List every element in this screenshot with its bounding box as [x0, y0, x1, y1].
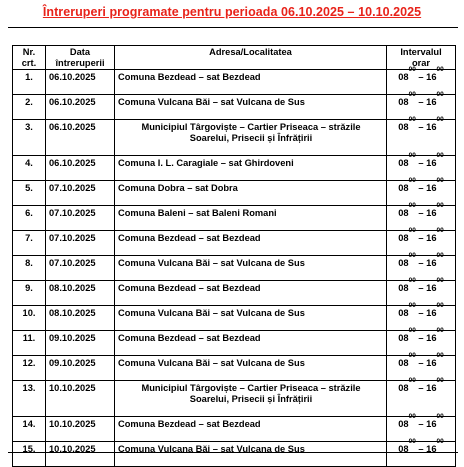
cell-interval	[387, 91, 456, 120]
cell-address	[115, 356, 387, 381]
interval-separator: –	[415, 444, 427, 454]
header-address: Adresa/Localitatea	[115, 46, 387, 70]
interval-end-hour: 16	[426, 283, 437, 293]
interval-start-minute: 00	[408, 116, 416, 123]
cell-address	[115, 331, 387, 356]
cell-address	[115, 70, 387, 95]
table-row	[13, 181, 456, 206]
interval-end-hour: 16	[426, 158, 437, 168]
header-nr	[13, 46, 46, 70]
interval-end-hour: 16	[426, 183, 437, 193]
cell-interval	[387, 227, 456, 256]
cell-date: 08.10.2025	[46, 281, 115, 306]
table-body	[13, 66, 456, 467]
address-line: Comuna Bezdead – sat Bezdead	[118, 333, 261, 343]
interval-end-minute: 00	[436, 413, 444, 420]
interval-start-hour: 08	[398, 419, 409, 429]
cell-date: 06.10.2025	[46, 156, 115, 181]
interval-end-hour: 16	[426, 233, 437, 243]
header-interval	[387, 46, 456, 70]
table-row	[13, 95, 456, 120]
interval-end-hour: 16	[426, 333, 437, 343]
table-row	[13, 381, 456, 417]
cell-nr: 12.	[13, 356, 46, 381]
cell-address	[115, 281, 387, 306]
cell-interval	[387, 202, 456, 231]
interval-start-minute: 00	[408, 152, 416, 159]
interval-end-hour: 16	[426, 419, 437, 429]
bottom-divider	[8, 452, 458, 453]
interval-start-hour: 08	[398, 308, 409, 318]
cell-date: 07.10.2025	[46, 206, 115, 231]
table-row	[13, 331, 456, 356]
interval-end-hour: 16	[426, 308, 437, 318]
cell-address	[115, 95, 387, 120]
interval-end-minute: 00	[436, 302, 444, 309]
interval-start-minute: 00	[408, 438, 416, 445]
table-row	[13, 306, 456, 331]
cell-date: 07.10.2025	[46, 256, 115, 281]
table-row	[13, 70, 456, 95]
cell-interval	[387, 352, 456, 381]
cell-interval	[387, 116, 456, 156]
interval-start-minute: 00	[408, 413, 416, 420]
cell-interval	[387, 66, 456, 95]
cell-address	[115, 442, 387, 467]
cell-interval	[387, 152, 456, 181]
cell-date: 10.10.2025	[46, 381, 115, 417]
cell-interval	[387, 438, 456, 467]
address-line: Comuna Vulcana Băi – sat Vulcana de Sus	[118, 308, 305, 318]
interval-separator: –	[415, 122, 427, 132]
address-line: Comuna Bezdead – sat Bezdead	[118, 72, 261, 82]
interval-start-hour: 08	[398, 122, 409, 132]
interruptions-table	[12, 45, 456, 467]
cell-address	[115, 156, 387, 181]
cell-nr: 15.	[13, 442, 46, 467]
interval-end-minute: 00	[436, 66, 444, 73]
address-line: Comuna Bezdead – sat Bezdead	[118, 419, 261, 429]
interval-separator: –	[415, 383, 427, 393]
address-line: Comuna Vulcana Băi – sat Vulcana de Sus	[118, 97, 305, 107]
cell-interval	[387, 177, 456, 206]
table-row	[13, 120, 456, 156]
cell-nr: 11.	[13, 331, 46, 356]
interval-start-hour: 08	[398, 72, 409, 82]
interval-end-hour: 16	[426, 383, 437, 393]
interval-start-hour: 08	[398, 208, 409, 218]
cell-nr: 4.	[13, 156, 46, 181]
interval-start-hour: 08	[398, 97, 409, 107]
address-line: Comuna Vulcana Băi – sat Vulcana de Sus	[118, 358, 305, 368]
interval-end-minute: 00	[436, 377, 444, 384]
address-line: Comuna Baleni – sat Baleni Romani	[118, 208, 277, 218]
cell-address	[115, 206, 387, 231]
interval-start-minute: 00	[408, 327, 416, 334]
interval-separator: –	[415, 419, 427, 429]
cell-nr: 6.	[13, 206, 46, 231]
cell-nr: 1.	[13, 70, 46, 95]
table-row	[13, 356, 456, 381]
cell-address	[115, 381, 387, 417]
interval-start-minute: 00	[408, 66, 416, 73]
interval-start-minute: 00	[408, 302, 416, 309]
interval-end-minute: 00	[436, 327, 444, 334]
header-nr-line1: Nr.	[22, 47, 36, 57]
cell-date: 10.10.2025	[46, 442, 115, 467]
interval-end-minute: 00	[436, 438, 444, 445]
interval-start-hour: 08	[398, 358, 409, 368]
address-line: Comuna Vulcana Băi – sat Vulcana de Sus	[118, 258, 305, 268]
interval-end-minute: 00	[436, 177, 444, 184]
interval-start-minute: 00	[408, 252, 416, 259]
page-title: Întreruperi programate pentru perioada 06.10.2025 – 10.10.2025	[42, 5, 422, 19]
header-nr-line2: crt.	[21, 58, 37, 68]
interval-end-minute: 00	[436, 252, 444, 259]
interval-end-minute: 00	[436, 277, 444, 284]
address-line: Comuna I. L. Caragiale – sat Ghirdoveni	[118, 158, 294, 168]
interval-start-hour: 08	[398, 183, 409, 193]
interval-start-minute: 00	[408, 377, 416, 384]
header-date-line1: Data	[69, 47, 91, 57]
interval-end-hour: 16	[426, 208, 437, 218]
table-row	[13, 256, 456, 281]
interval-end-hour: 16	[426, 358, 437, 368]
address-line: Comuna Bezdead – sat Bezdead	[118, 233, 261, 243]
interval-end-minute: 00	[436, 152, 444, 159]
interval-end-minute: 00	[436, 352, 444, 359]
header-interval-line1: Intervalul	[400, 47, 442, 57]
interval-start-minute: 00	[408, 202, 416, 209]
cell-date: 06.10.2025	[46, 95, 115, 120]
interval-end-hour: 16	[426, 258, 437, 268]
interval-separator: –	[415, 97, 427, 107]
interval-separator: –	[415, 233, 427, 243]
interval-separator: –	[415, 72, 427, 82]
header-date-line2: întreruperii	[55, 58, 105, 68]
interval-separator: –	[415, 333, 427, 343]
interval-end-minute: 00	[436, 116, 444, 123]
cell-address	[115, 231, 387, 256]
interval-end-hour: 16	[426, 97, 437, 107]
address-line: Municipiul Târgoviște – Cartier Priseaca – străzile	[141, 122, 361, 132]
interval-separator: –	[415, 358, 427, 368]
interval-end-hour: 16	[426, 444, 437, 454]
cell-nr: 3.	[13, 120, 46, 156]
interval-start-minute: 00	[408, 177, 416, 184]
interval-end-minute: 00	[436, 227, 444, 234]
interval-start-hour: 08	[398, 233, 409, 243]
interval-start-hour: 08	[398, 158, 409, 168]
cell-address	[115, 120, 387, 156]
cell-nr: 2.	[13, 95, 46, 120]
cell-nr: 14.	[13, 417, 46, 442]
cell-interval	[387, 377, 456, 417]
interval-end-minute: 00	[436, 91, 444, 98]
cell-date: 06.10.2025	[46, 120, 115, 156]
address-line: Comuna Dobra – sat Dobra	[118, 183, 238, 193]
address-line: Municipiul Târgoviște – Cartier Priseaca – străzile	[141, 383, 361, 393]
cell-date: 09.10.2025	[46, 331, 115, 356]
table-row	[13, 156, 456, 181]
interval-start-hour: 08	[398, 258, 409, 268]
cell-nr: 5.	[13, 181, 46, 206]
cell-nr: 9.	[13, 281, 46, 306]
interval-start-hour: 08	[398, 333, 409, 343]
cell-date: 08.10.2025	[46, 306, 115, 331]
cell-address	[115, 417, 387, 442]
table-row	[13, 206, 456, 231]
table-header-row	[13, 46, 456, 70]
cell-address	[115, 256, 387, 281]
cell-address	[115, 306, 387, 331]
interval-start-hour: 08	[398, 283, 409, 293]
cell-date: 06.10.2025	[46, 70, 115, 95]
table-row	[13, 231, 456, 256]
interval-separator: –	[415, 183, 427, 193]
interval-start-minute: 00	[408, 227, 416, 234]
cell-date: 07.10.2025	[46, 181, 115, 206]
interval-separator: –	[415, 208, 427, 218]
cell-interval	[387, 327, 456, 356]
cell-date: 07.10.2025	[46, 231, 115, 256]
address-line: Comuna Vulcana Băi – sat Vulcana de Sus	[118, 444, 305, 454]
header-interval-line2: orar	[411, 58, 431, 68]
interval-separator: –	[415, 258, 427, 268]
top-divider	[8, 27, 458, 28]
cell-interval	[387, 277, 456, 306]
cell-interval	[387, 252, 456, 281]
address-line: Comuna Bezdead – sat Bezdead	[118, 283, 261, 293]
cell-address	[115, 181, 387, 206]
interval-start-hour: 08	[398, 444, 409, 454]
interval-separator: –	[415, 158, 427, 168]
cell-interval	[387, 413, 456, 442]
interval-end-minute: 00	[436, 202, 444, 209]
cell-nr: 13.	[13, 381, 46, 417]
cell-interval	[387, 302, 456, 331]
interval-end-hour: 16	[426, 72, 437, 82]
address-line: Soarelui, Prisecii și Înfrățirii	[189, 394, 313, 404]
interval-start-minute: 00	[408, 277, 416, 284]
interval-separator: –	[415, 308, 427, 318]
table-row	[13, 281, 456, 306]
interval-start-minute: 00	[408, 352, 416, 359]
interval-start-minute: 00	[408, 91, 416, 98]
cell-nr: 10.	[13, 306, 46, 331]
cell-date: 10.10.2025	[46, 417, 115, 442]
table-row	[13, 442, 456, 467]
interval-end-hour: 16	[426, 122, 437, 132]
table-row	[13, 417, 456, 442]
interval-separator: –	[415, 283, 427, 293]
cell-date: 09.10.2025	[46, 356, 115, 381]
interval-start-hour: 08	[398, 383, 409, 393]
cell-nr: 7.	[13, 231, 46, 256]
cell-nr: 8.	[13, 256, 46, 281]
header-date	[46, 46, 115, 70]
address-line: Soarelui, Prisecii și Înfrățirii	[189, 133, 313, 143]
